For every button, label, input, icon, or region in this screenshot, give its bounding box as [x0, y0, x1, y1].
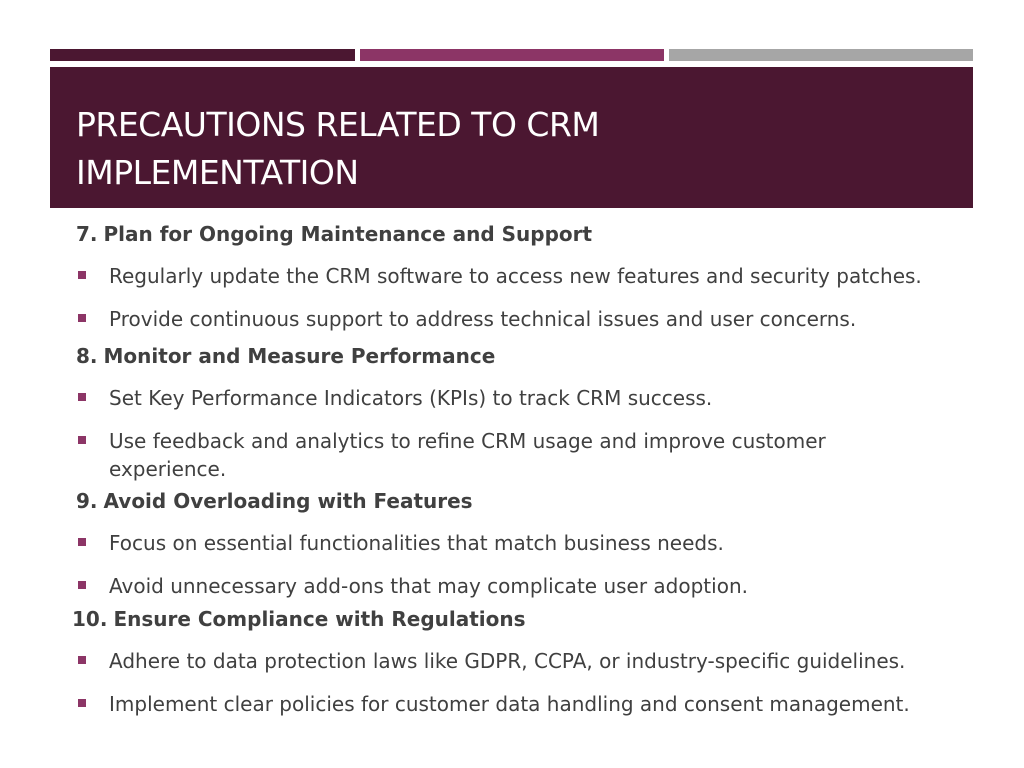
section-heading — [76, 220, 976, 250]
bullet-text: Avoid unnecessary add-ons that may complicate user adoption. — [109, 574, 748, 598]
bullet-item — [76, 635, 976, 678]
section-number: 8. — [76, 344, 98, 368]
bullet-item — [76, 250, 976, 293]
bullet-text: Use feedback and analytics to refine CRM usage and improve customer experience. — [109, 429, 826, 481]
section-number: 10. — [72, 607, 108, 631]
section-heading-text: Monitor and Measure Performance — [103, 344, 496, 368]
square-bullet-icon — [78, 393, 86, 401]
section-heading — [76, 342, 976, 372]
square-bullet-icon — [78, 314, 86, 322]
section-number: 7. — [76, 222, 98, 246]
bullet-item — [76, 293, 976, 336]
square-bullet-icon — [78, 271, 86, 279]
bullet-text: Regularly update the CRM software to access new features and security patches. — [109, 264, 922, 288]
bullet-item — [76, 517, 976, 560]
section-7 — [76, 220, 976, 336]
square-bullet-icon — [78, 538, 86, 546]
bullet-text: Set Key Performance Indicators (KPIs) to track CRM success. — [109, 386, 713, 410]
section-10 — [72, 605, 976, 721]
title-band — [50, 67, 973, 208]
bullet-item — [76, 372, 976, 415]
section-heading-text: Ensure Compliance with Regulations — [113, 607, 526, 631]
bullet-item — [76, 678, 976, 721]
slide-content — [72, 220, 976, 721]
square-bullet-icon — [78, 699, 86, 707]
section-9 — [76, 487, 976, 603]
bullet-item — [76, 415, 976, 485]
section-8 — [76, 342, 976, 485]
square-bullet-icon — [78, 436, 86, 444]
section-heading-text: Plan for Ongoing Maintenance and Support — [103, 222, 593, 246]
accent-bar-magenta — [360, 49, 664, 61]
accent-bar-gray — [669, 49, 973, 61]
bullet-text: Focus on essential functionalities that match business needs. — [109, 531, 724, 555]
slide-title: PRECAUTIONS RELATED TO CRM IMPLEMENTATION — [76, 105, 600, 192]
square-bullet-icon — [78, 656, 86, 664]
bullet-text: Implement clear policies for customer data handling and consent management. — [109, 692, 910, 716]
square-bullet-icon — [78, 581, 86, 589]
section-heading — [72, 605, 976, 635]
bullet-text: Provide continuous support to address technical issues and user concerns. — [109, 307, 857, 331]
section-number: 9. — [76, 489, 98, 513]
bullet-item — [76, 560, 976, 603]
accent-bar-dark — [50, 49, 355, 61]
section-heading-text: Avoid Overloading with Features — [103, 489, 473, 513]
bullet-text: Adhere to data protection laws like GDPR, CCPA, or industry-specific guidelines. — [109, 649, 906, 673]
section-heading — [76, 487, 976, 517]
